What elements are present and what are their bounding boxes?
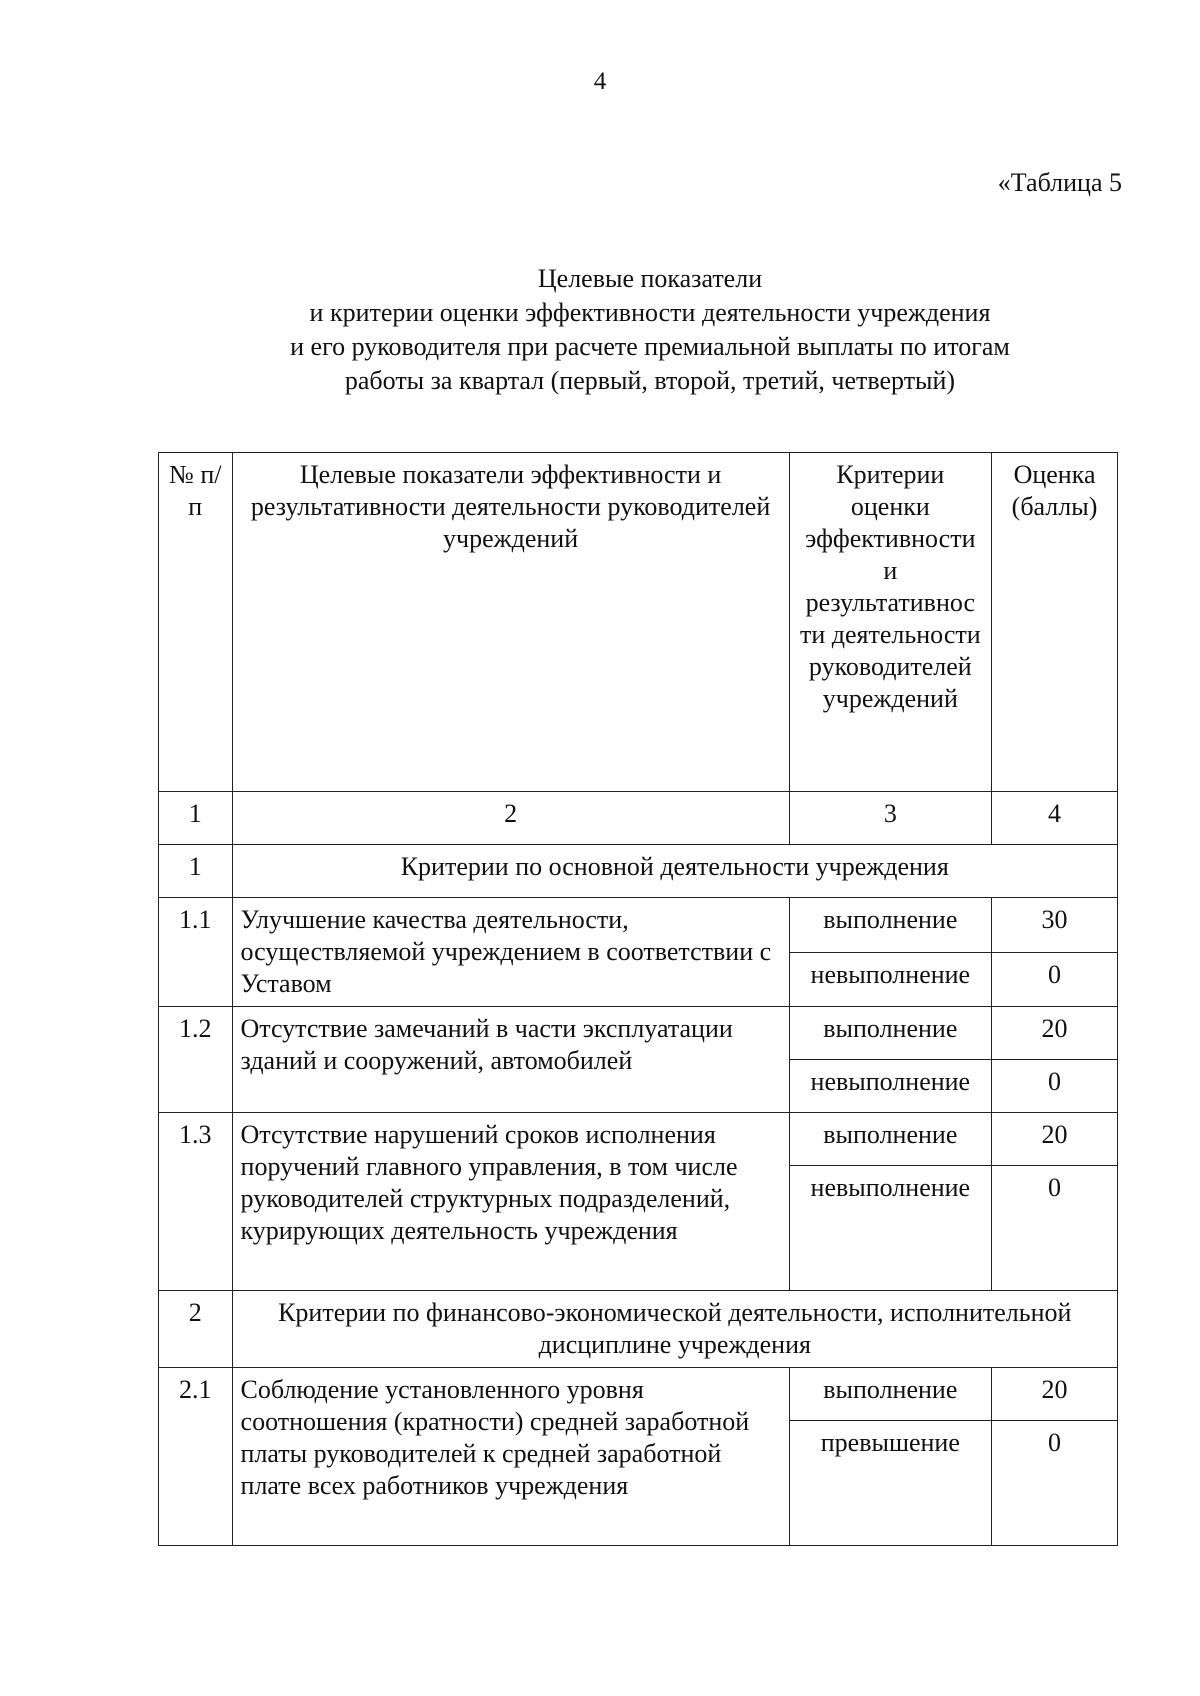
item-score: 0 [992, 1166, 1118, 1291]
item-indicator: Улучшение качества деятельности, осуществляемой учреждением в соответствии с Уставом [232, 898, 789, 1007]
item-score: 0 [992, 952, 1118, 1007]
item-indicator: Отсутствие нарушений сроков исполнения поручений главного управления, в том числе руководителей структурных подразделений, курирующих деятельность учреждения [232, 1113, 789, 1291]
title-line: работы за квартал (первый, второй, третий, четвертый) [344, 366, 956, 395]
column-index: 3 [789, 792, 991, 845]
column-index: 4 [992, 792, 1118, 845]
table-label: «Таблица 5 [997, 168, 1122, 197]
title-line: и его руководителя при расчете премиальной выплаты по итогам [290, 332, 1010, 361]
section-title: Критерии по основной деятельности учреждения [232, 845, 1117, 898]
item-score: 20 [992, 1007, 1118, 1060]
table-header-row [159, 453, 1118, 792]
section-row [159, 1291, 1118, 1368]
section-num: 1 [159, 845, 233, 898]
item-num: 1.2 [159, 1007, 233, 1113]
table-row [159, 1113, 1118, 1166]
header-indicator: Целевые показатели эффективности и результативности деятельности руководителей учреждений [232, 453, 789, 792]
item-num: 1.3 [159, 1113, 233, 1291]
table-row [159, 1368, 1118, 1421]
item-score: 20 [992, 1368, 1118, 1421]
item-criterion: превышение [789, 1421, 991, 1546]
item-criterion: выполнение [789, 1368, 991, 1421]
document-title [200, 262, 1100, 398]
title-line: и критерии оценки эффективности деятельности учреждения [309, 298, 991, 327]
item-indicator: Отсутствие замечаний в части эксплуатации зданий и сооружений, автомобилей [232, 1007, 789, 1113]
item-score: 20 [992, 1113, 1118, 1166]
item-criterion: невыполнение [789, 1060, 991, 1113]
item-criterion: выполнение [789, 898, 991, 953]
item-indicator: Соблюдение установленного уровня соотношения (кратности) средней заработной платы руководителей к средней заработной плате всех работников учреждения [232, 1368, 789, 1546]
item-score: 30 [992, 898, 1118, 953]
criteria-table [158, 452, 1118, 1546]
item-criterion: выполнение [789, 1113, 991, 1166]
item-score: 0 [992, 1060, 1118, 1113]
section-num: 2 [159, 1291, 233, 1368]
column-index-row [159, 792, 1118, 845]
section-row [159, 845, 1118, 898]
item-score: 0 [992, 1421, 1118, 1546]
header-criteria: Критерии оценки эффективности и результативнос ти деятельности руководителей учреждений [789, 453, 991, 792]
item-num: 2.1 [159, 1368, 233, 1546]
column-index: 1 [159, 792, 233, 845]
column-index: 2 [232, 792, 789, 845]
item-criterion: выполнение [789, 1007, 991, 1060]
header-num: № п/п [159, 453, 233, 792]
title-line: Целевые показатели [537, 264, 763, 293]
table-row [159, 1007, 1118, 1060]
header-score: Оценка (баллы) [992, 453, 1118, 792]
item-num: 1.1 [159, 898, 233, 1007]
section-title: Критерии по финансово-экономической деятельности, исполнительной дисциплине учреждения [232, 1291, 1117, 1368]
item-criterion: невыполнение [789, 1166, 991, 1291]
table-row [159, 898, 1118, 953]
page-number: 4 [593, 68, 607, 95]
item-criterion: невыполнение [789, 952, 991, 1007]
